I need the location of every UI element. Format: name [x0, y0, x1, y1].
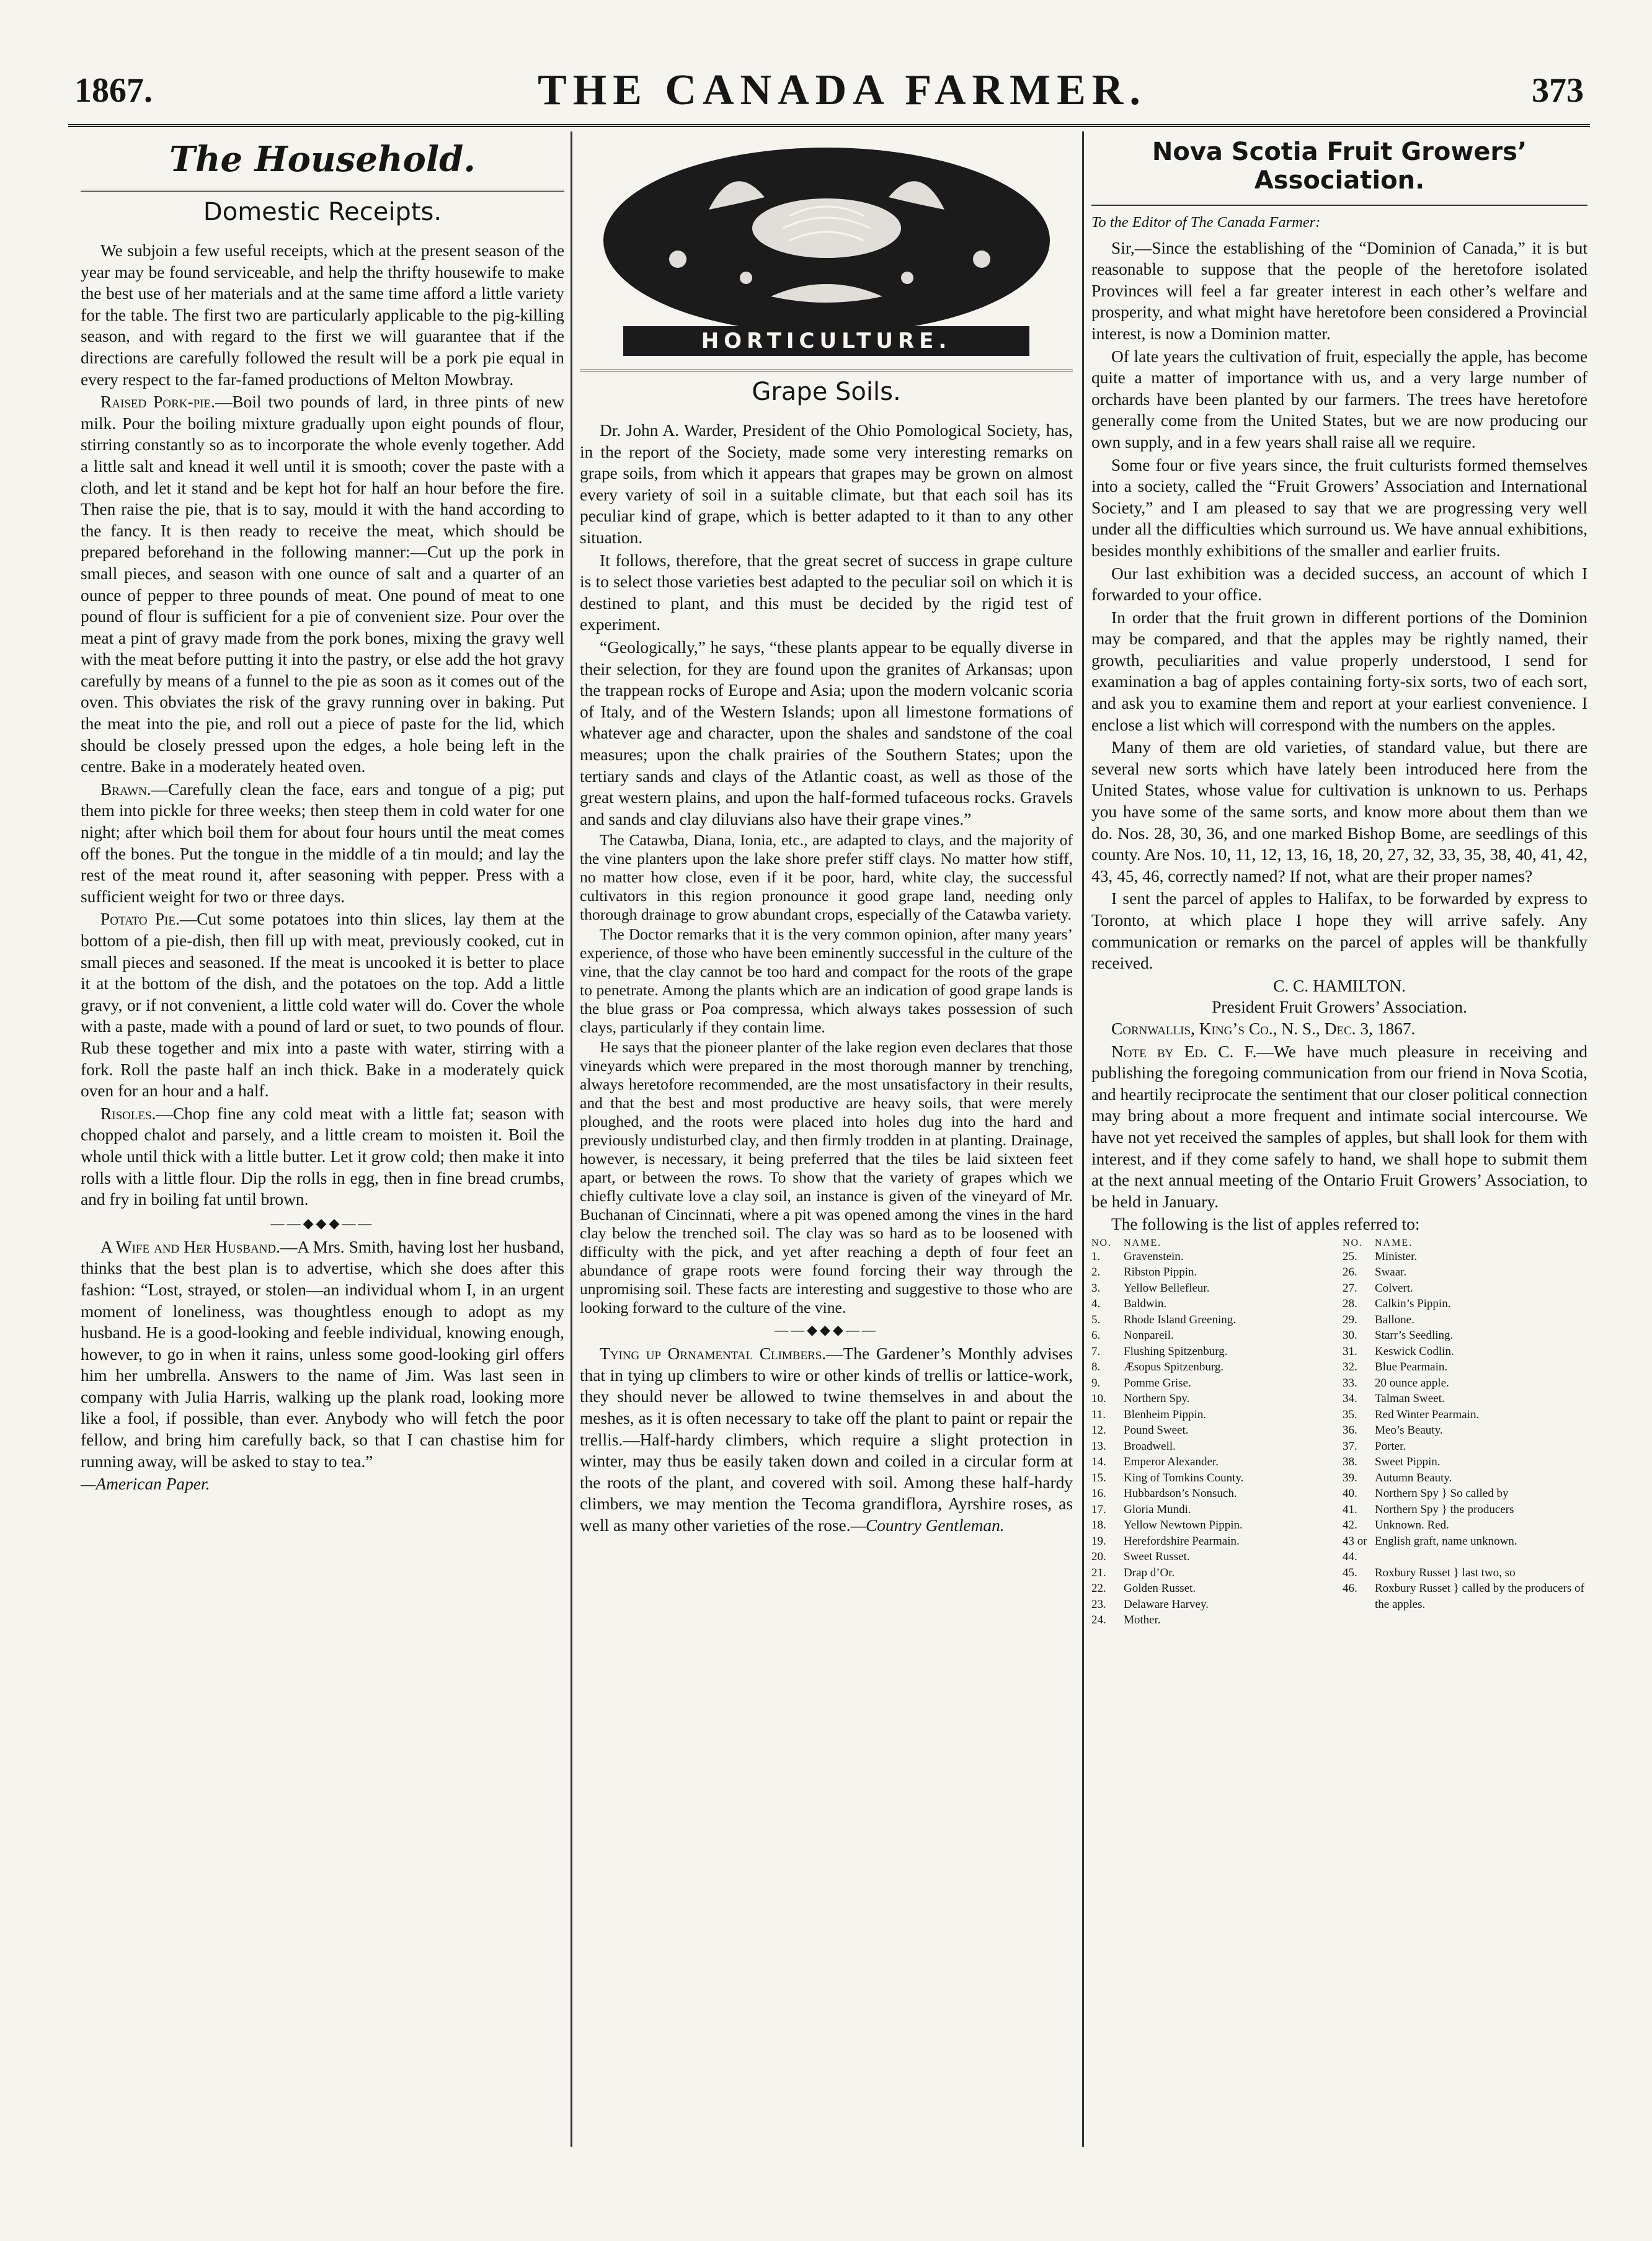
- apple-number: 14.: [1091, 1455, 1106, 1469]
- apple-list-item: [1091, 1296, 1336, 1312]
- apple-name: Emperor Alexander.: [1124, 1455, 1219, 1469]
- apple-list-item: [1091, 1565, 1336, 1581]
- apple-number: 12.: [1091, 1424, 1106, 1437]
- column-horticulture: [580, 135, 1073, 2144]
- apple-number: 16.: [1091, 1487, 1106, 1501]
- apple-list-item: [1091, 1407, 1336, 1423]
- apple-number: 17.: [1091, 1502, 1106, 1516]
- apple-list-item: [1091, 1533, 1336, 1550]
- apple-list-item: [1343, 1328, 1588, 1344]
- apple-list-item: [1343, 1391, 1588, 1407]
- apple-name: Ballone.: [1375, 1313, 1414, 1326]
- apple-number: 35.: [1343, 1408, 1357, 1421]
- apple-name: Pomme Grise.: [1124, 1376, 1191, 1390]
- apple-list-item: [1343, 1470, 1588, 1486]
- apple-list-item: [1091, 1391, 1336, 1407]
- section-heading: Domestic Receipts.: [203, 198, 442, 226]
- recipe-title: Potato Pie.: [100, 910, 180, 929]
- apple-number: 22.: [1091, 1582, 1106, 1595]
- signature-name: C. C. HAMILTON.: [1273, 976, 1406, 995]
- apple-number: 11.: [1091, 1408, 1106, 1421]
- apple-list-item: [1343, 1565, 1588, 1581]
- apple-name: Æsopus Spitzenburg.: [1124, 1360, 1224, 1374]
- apple-list-item: [1343, 1502, 1588, 1518]
- recipe-body: —Cut some potatoes into thin slices, lay them at the bottom of a pie-dish, then fill up with meat, previously cooked, cut in small pieces and seasoned. If the meat is uncooked it is better to place it at the bottom of the dish, and the potatoes on the top. Add a little gravy, or if not convenient, a little cold water will do. Cover the whole with a paste, made with a pound of lard or suet, to two pounds of flour. Rub these together and mix into a paste with water, stirring with a fork. Roll the paste half an inch thick. Bake in a moderately quick oven for an hour and a half.: [81, 910, 564, 1101]
- salutation: To the Editor of The Canada Farmer:: [1091, 214, 1321, 231]
- apple-number: 3.: [1091, 1281, 1101, 1295]
- page-number: 373: [1531, 71, 1584, 110]
- source-credit: —Country Gentleman.: [850, 1516, 1005, 1535]
- letter-paragraph: I sent the parcel of apples to Halifax, to be forwarded by express to Toronto, at which place I hope they will arrive safely. Any communication or remarks on the parcel of apples will be thankfully received.: [1091, 889, 1588, 973]
- apple-list-item: [1091, 1280, 1336, 1297]
- apple-name: Blenheim Pippin.: [1124, 1408, 1206, 1421]
- apple-name: Sweet Pippin.: [1375, 1455, 1441, 1469]
- apple-name: Northern Spy.: [1124, 1392, 1190, 1406]
- apple-number: 19.: [1091, 1534, 1106, 1548]
- apple-name: Autumn Beauty.: [1375, 1471, 1452, 1484]
- apple-number: 13.: [1091, 1439, 1106, 1453]
- apple-list-item: [1091, 1439, 1336, 1455]
- masthead: [74, 60, 1584, 122]
- item-wife-husband: [81, 1236, 564, 1473]
- apple-list-item: [1343, 1533, 1588, 1565]
- apple-number: 37.: [1343, 1439, 1357, 1453]
- apple-name: Northern Spy } So called by: [1375, 1487, 1509, 1501]
- apple-name: Red Winter Pearmain.: [1375, 1408, 1480, 1421]
- apple-list-item: [1091, 1502, 1336, 1518]
- apple-number: 32.: [1343, 1360, 1357, 1374]
- apple-list-item: [1343, 1264, 1588, 1280]
- ornament-divider: ——◆◆◆——: [775, 1322, 878, 1338]
- apple-name: Keswick Codlin.: [1375, 1344, 1454, 1358]
- apple-number: 10.: [1091, 1392, 1106, 1406]
- apple-number: 24.: [1091, 1613, 1106, 1627]
- apple-number: 6.: [1091, 1329, 1101, 1342]
- apple-name: Baldwin.: [1124, 1297, 1167, 1311]
- apple-name: Yellow Bellefleur.: [1124, 1281, 1210, 1295]
- apple-name: Gravenstein.: [1124, 1249, 1184, 1263]
- apple-name: Calkin’s Pippin.: [1375, 1297, 1451, 1311]
- apple-name: Golden Russet.: [1124, 1582, 1196, 1595]
- apple-list-item: [1091, 1344, 1336, 1360]
- col-name-header: NAME.: [1124, 1237, 1162, 1248]
- apple-number: 30.: [1343, 1329, 1357, 1342]
- list-intro: The following is the list of apples referred to:: [1111, 1215, 1420, 1234]
- apple-number: 29.: [1343, 1313, 1357, 1326]
- apple-list-item: [1091, 1422, 1336, 1439]
- apple-list-item: [1091, 1328, 1336, 1344]
- article-paragraph: It follows, therefore, that the great secret of success in grape culture is to select those varieties best adapted to the peculiar soil on which it is destined to plant, and this must be decided by the rigid test of experiment.: [580, 551, 1073, 634]
- apple-name: Meo’s Beauty.: [1375, 1424, 1443, 1437]
- section-heading: Nova Scotia Fruit Growers’ Association.: [1152, 138, 1527, 195]
- apple-number: 9.: [1091, 1376, 1101, 1390]
- column-divider: [571, 131, 572, 2147]
- apple-list-right: [1343, 1238, 1588, 1628]
- apple-list-header: [1091, 1238, 1336, 1249]
- apple-list-item: [1343, 1581, 1588, 1612]
- article-paragraph: “Geologically,” he says, “these plants appear to be equally diverse in their selection, for they are found upon the granites of Arkansas; upon the trappean rocks of Europe and Asia; upon the modern volcanic scoria of Italy, and of the Western Islands; upon all limestone formations of whatever age and character, upon the shales and sandstone of the coal measures; upon the chalk prairies of the Southern States; upon the tertiary sands and clays of the Atlantic coast, as well as those of the great western plains, and upon the half-formed tufaceous rocks. Gravels and sands and clay diluvians also have their grape vines.”: [580, 637, 1073, 828]
- apple-number: 38.: [1343, 1455, 1357, 1469]
- department-heading: The Household.: [169, 139, 476, 180]
- apple-number: 4.: [1091, 1297, 1101, 1311]
- apple-number: 5.: [1091, 1313, 1101, 1326]
- note-title: Note by Ed. C. F.: [1111, 1042, 1257, 1061]
- apple-number: 39.: [1343, 1471, 1357, 1484]
- letter-paragraph: Of late years the cultivation of fruit, especially the apple, has become quite a matter of importance with us, and a very large number of orchards have been planted by our farmers. The trees have heretofore generally come from the United States, but we are now producing our own supply, and in a few years shall raise all we require.: [1091, 347, 1588, 451]
- apple-name: King of Tomkins County.: [1124, 1471, 1244, 1484]
- apple-name: Ribston Pippin.: [1124, 1266, 1197, 1279]
- apple-list-item: [1091, 1264, 1336, 1280]
- apple-list-item: [1091, 1312, 1336, 1328]
- section-heading: Grape Soils.: [752, 378, 901, 406]
- apple-list-item: [1343, 1422, 1588, 1439]
- section-rule: [580, 370, 1073, 371]
- masthead-rule: [68, 124, 1590, 127]
- apple-number: 20.: [1091, 1550, 1106, 1564]
- apple-number: 43 or 44.: [1343, 1534, 1367, 1564]
- apple-name: Yellow Newtown Pippin.: [1124, 1519, 1243, 1532]
- apple-name: Flushing Spitzenburg.: [1124, 1344, 1228, 1358]
- apple-number: 40.: [1343, 1487, 1357, 1501]
- apple-name: Mother.: [1124, 1613, 1161, 1627]
- apple-number: 23.: [1091, 1597, 1106, 1611]
- item-body: —The Gardener’s Monthly advises that in tying up climbers to wire or other kinds of trellis or lattice-work, they should never be allowed to twine themselves in and about the meshes, as it is often necessary to take off the plant to paint or repair the trellis.—Half-hardy climbers, which require a slight protection in winter, may thus be easily taken down and coiled in a circular form at the roots of the plant, and covered with soil. Among these half-hardy climbers, we may mention the Tecoma grandiflora, Ayrshire roses, as well as many other varieties of the rose.: [580, 1344, 1073, 1535]
- horticulture-banner: HORTICULTURE.: [623, 326, 1029, 356]
- apple-number: 25.: [1343, 1249, 1357, 1263]
- apple-name: Rhode Island Greening.: [1124, 1313, 1236, 1326]
- apple-list-item: [1091, 1581, 1336, 1597]
- apple-name: Northern Spy } the producers: [1375, 1502, 1514, 1516]
- letter-paragraph: Many of them are old varieties, of standard value, but there are several new sorts which have lately been introduced here from the United States, whose value for cultivation is unknown to us. Perhaps you have some of the same sorts, and know more about them than we do. Nos. 28, 30, 36, and one marked Bishop Bome, are seedlings of this county. Are Nos. 10, 11, 12, 13, 16, 18, 20, 27, 32, 33, 35, 38, 40, 41, 42, 43, 45, 46, correctly named? If not, what are their proper names?: [1091, 738, 1588, 885]
- apple-name: 20 ounce apple.: [1375, 1376, 1449, 1390]
- recipe-risoles: [81, 1103, 564, 1210]
- apple-number: 8.: [1091, 1360, 1101, 1374]
- signature-place: Cornwallis, King’s Co., N. S., Dec. 3, 1867.: [1111, 1019, 1416, 1038]
- apple-name: Colvert.: [1375, 1281, 1413, 1295]
- apple-number: 33.: [1343, 1376, 1357, 1390]
- recipe-body: —Boil two pounds of lard, in three pints of new milk. Pour the boiling mixture gradually upon eight pounds of flour, stirring constantly so as to incorporate the whole evenly together. Add a little salt and knead it well until it is smooth; cover the paste with a cloth, and let it stand and be kept hot for half an hour before the fire. Then raise the pie, that is to say, mould it with the hand according to the fancy. It is then ready to receive the meat, which should be prepared beforehand in the following manner:—Cut up the pork in small pieces, and season with one ounce of salt and a quarter of an ounce of pepper to three pounds of meat. One pound of meat to one pound of flour is sufficient for a pie of convenient size. Pour over the meat a pint of gravy made from the pork bones, mixing the gravy well with the meat before putting it into the pastry, or else add the hot gravy carefully by means of a funnel to the pie as soon as it comes out of the oven. This obviates the risk of the gravy running over in baking. Put the meat into the pie, and roll out a piece of paste for the lid, which should be closely pressed upon the edges, a hole being left in the centre. Bake in a moderately heated oven.: [81, 393, 564, 776]
- signature-title: President Fruit Growers’ Association.: [1212, 998, 1467, 1017]
- apple-number: 45.: [1343, 1566, 1357, 1579]
- apple-list-item: [1343, 1439, 1588, 1455]
- apple-number: 15.: [1091, 1471, 1106, 1484]
- recipe-body: —Chop fine any cold meat with a little fat; season with chopped chalot and parsely, and a little cream to moisten it. Boil the whole until thick with a little butter. Let it grow cold; then make it into rolls with a little flour. Dip the rolls in egg, then in fine bread crumbs, and fry in boiling fat until brown.: [81, 1104, 564, 1209]
- apple-list-item: [1343, 1249, 1588, 1265]
- apple-list-item: [1091, 1486, 1336, 1502]
- apple-list-item: [1343, 1454, 1588, 1470]
- apple-name: Starr’s Seedling.: [1375, 1329, 1454, 1342]
- ornament-divider: ——◆◆◆——: [270, 1215, 375, 1231]
- recipe-pork-pie: [81, 391, 564, 778]
- apple-name: Roxbury Russet } last two, so: [1375, 1566, 1516, 1579]
- apple-list-items: [1343, 1249, 1588, 1613]
- apple-number: 18.: [1091, 1519, 1106, 1532]
- apple-number: 34.: [1343, 1392, 1357, 1406]
- apple-name: Swaar.: [1375, 1266, 1407, 1279]
- col-no-header: NO.: [1091, 1237, 1112, 1248]
- recipe-title: Brawn.: [100, 779, 151, 799]
- recipe-title: Risoles.: [100, 1104, 156, 1123]
- item-body: —A Mrs. Smith, having lost her husband, thinks that the best plan is to advertise, which she does after this fashion: “Lost, strayed, or stolen—an individual whom I, in an urgent moment of loneliness, was thoughtless enough to adopt as my husband. He is a good-looking and feeble individual, knowing enough, however, to go in when it rains, unless some good-looking girl offers him her umbrella. Answers to the name of Jim. Was last seen in company with Julia Harris, walking up the plank road, looking more like a fool, if possible, than ever. Anybody who will fetch the poor fellow, and bring him carefully back, so that I can chastise him for running away, will be asked to stay to tea.”: [81, 1237, 564, 1471]
- apple-list-item: [1343, 1486, 1588, 1502]
- apple-name: Roxbury Russet } called by the producers of the apples.: [1375, 1582, 1584, 1611]
- article-paragraph: The Doctor remarks that it is the very common opinion, after many years’ experience, of those who have been eminently successful in the culture of the vine, that the clay cannot be too hard and compact for the roots of the grape to penetrate. Among the plants which are an indication of good grape lands is the blue grass or Poa compressa, which always takes possession of such clays, particularly if they contain lime.: [580, 925, 1073, 1037]
- article-paragraph: He says that the pioneer planter of the lake region even declares that those vineyards which were prepared in the most thorough manner by trenching, always heretofore recommended, are the most unsatisfactory in their results, and that the best and most productive are heavy soils, that were merely ploughed, and the roots were placed into holes dug into the hard and previously undisturbed clay, and then firmly trodden in at planting. Drainage, however, is necessary, it being preferred that the tiles be laid sixteen feet apart, or between the rows. To show that the variety of grapes which we chiefly cultivate love a clay soil, an instance is given of the vineyard of Mr. Buchanan of Cincinnati, where a pit was opened among the vines in the hard clay below the trenched soil. The clay was so hard as to be loosened with difficulty with the pick, and yet after reaching a depth of four feet an abundance of grape roots were found forcing their way through the unpromising soil. These facts are interesting and suggestive to those who are looking forward to the culture of the vine.: [580, 1038, 1073, 1317]
- apple-name: English graft, name unknown.: [1375, 1534, 1517, 1548]
- apple-number: 26.: [1343, 1266, 1357, 1279]
- article-paragraph: The Catawba, Diana, Ionia, etc., are adapted to clays, and the majority of the vine planters upon the lake shore prefer stiff clays. No matter how stiff, no matter how close, even if it be poor, hard, white clay, the successful cultivators in this region pronounce it good grape land, needing only thorough drainage to grow abundant crops, especially of the Catawba variety.: [580, 831, 1073, 924]
- apple-number: 7.: [1091, 1344, 1101, 1358]
- item-source: [81, 1473, 564, 1495]
- apple-name: Broadwell.: [1124, 1439, 1176, 1453]
- apple-list-item: [1091, 1359, 1336, 1375]
- apple-list-item: [1343, 1312, 1588, 1328]
- apple-name: Unknown. Red.: [1375, 1519, 1449, 1532]
- column-household: [81, 135, 564, 2144]
- item-title: A Wife and Her Husband.: [100, 1237, 280, 1256]
- apple-list-item: [1091, 1549, 1336, 1565]
- issue-year: 1867.: [74, 71, 153, 110]
- apple-list-item: [1343, 1344, 1588, 1360]
- horticulture-engraving: [585, 135, 1068, 358]
- apple-list-item: [1343, 1407, 1588, 1423]
- apple-name: Nonpareil.: [1124, 1329, 1174, 1342]
- apple-list-items: [1091, 1249, 1336, 1628]
- apple-number: 28.: [1343, 1297, 1357, 1311]
- letter-paragraph: Our last exhibition was a decided success, an account of which I forwarded to your office.: [1091, 564, 1588, 605]
- apple-number: 46.: [1343, 1582, 1357, 1595]
- apple-name: Hubbardson’s Nonsuch.: [1124, 1487, 1237, 1501]
- apple-number: 21.: [1091, 1566, 1106, 1579]
- apple-name: Blue Pearmain.: [1375, 1360, 1448, 1374]
- apple-name: Herefordshire Pearmain.: [1124, 1534, 1240, 1548]
- apple-number: 41.: [1343, 1502, 1357, 1516]
- section-rule: [81, 190, 564, 192]
- source-credit: —American Paper.: [81, 1475, 210, 1494]
- apple-number: 42.: [1343, 1519, 1357, 1532]
- item-climbers: [580, 1343, 1073, 1536]
- apple-list-item: [1091, 1375, 1336, 1391]
- apple-list-item: [1343, 1375, 1588, 1391]
- apple-number: 36.: [1343, 1424, 1357, 1437]
- apple-number: 1.: [1091, 1249, 1101, 1263]
- apple-list-item: [1091, 1597, 1336, 1613]
- apple-list-left: [1091, 1238, 1336, 1628]
- apple-list-item: [1343, 1296, 1588, 1312]
- apple-name: Minister.: [1375, 1249, 1418, 1263]
- intro-paragraph: We subjoin a few useful receipts, which at the present season of the year may be found serviceable, and help the thrifty housewife to make the best use of her materials and at the same time afford a little variety for the table. The first two are particularly applicable to the pig-killing season, and with regard to the first we will guarantee that if the directions are carefully followed the result will be a pork pie equal in every respect to the far-famed productions of Melton Mowbray.: [81, 241, 564, 389]
- item-title: Tying up Ornamental Climbers.: [600, 1344, 827, 1364]
- apple-list-header: [1343, 1238, 1588, 1249]
- article-paragraph: Dr. John A. Warder, President of the Ohio Pomological Society, has, in the report of the Society, made some very interesting remarks on grape soils, from which it appears that grapes may be grown on almost every variety of soil in a suitable climate, but that each soil has its peculiar kind of grape, which is better adapted to it than to any other situation.: [580, 421, 1073, 547]
- apple-name: Pound Sweet.: [1124, 1424, 1189, 1437]
- apple-list-item: [1091, 1249, 1336, 1265]
- apple-list-item: [1343, 1359, 1588, 1375]
- apple-list-item: [1091, 1612, 1336, 1628]
- apple-name: Porter.: [1375, 1439, 1406, 1453]
- recipe-body: —Carefully clean the face, ears and tongue of a pig; put them into pickle for three weeks; then steep them in cold water for one night; after which boil them for about four hours until the meat comes off the bones. Put the tongue in the middle of a tin mould; and lay the rest of the meat round it, after seasoning with pepper. Press with a sufficient weight for two or three days.: [81, 779, 564, 906]
- note-body: —We have much pleasure in receiving and publishing the foregoing communication from our friend in Nova Scotia, and heartily reciprocate the sentiment that our closer political connection may bring about a more frequent and intimate social intercourse. We have not yet received the samples of apples, but shall look for them with interest, and if they come safely to hand, we shall hope to submit them at the next annual meeting of the Ontario Fruit Growers’ Association, to be held in January.: [1091, 1042, 1588, 1211]
- newspaper-title: THE CANADA FARMER.: [538, 66, 1147, 114]
- apple-number: 27.: [1343, 1281, 1357, 1295]
- recipe-brawn: [81, 779, 564, 908]
- letter-paragraph: Sir,—Since the establishing of the “Dominion of Canada,” it is but reasonable to suppose that the people of the heretofore isolated Provinces will feel a far greater interest in each other’s welfare and prosperity, and what might have heretofore been considered a Provincial interest, is now a Dominion matter.: [1091, 238, 1588, 343]
- apple-name: Delaware Harvey.: [1124, 1597, 1209, 1611]
- column-nova-scotia: [1091, 135, 1588, 2144]
- apple-number: 2.: [1091, 1266, 1101, 1279]
- column-divider: [1082, 131, 1084, 2147]
- apple-name: Drap d’Or.: [1124, 1566, 1175, 1579]
- letter-paragraph: Some four or five years since, the fruit culturists formed themselves into a society, called the “Fruit Growers’ Association and International Society,” and I am pleased to say that we are progressing very well under all the difficulties which surround us. We have annual exhibitions, besides monthly exhibitions of the smaller and earlier fruits.: [1091, 455, 1588, 560]
- apple-list-item: [1091, 1470, 1336, 1486]
- recipe-potato-pie: [81, 908, 564, 1101]
- col-no-header: NO.: [1343, 1237, 1364, 1248]
- apple-name: Talman Sweet.: [1375, 1392, 1445, 1406]
- recipe-title: Raised Pork-pie.: [100, 393, 215, 412]
- apple-list-item: [1091, 1517, 1336, 1533]
- editor-note: [1091, 1041, 1588, 1213]
- apple-list-item: [1343, 1280, 1588, 1297]
- apple-list: [1091, 1238, 1588, 1628]
- letter-paragraph: In order that the fruit grown in different portions of the Dominion may be compared, and that the apples may be rightly named, their growth, peculiarities and value properly understood, I send for examination a bag of apples containing forty-six sorts, two of each sort, and ask you to examine them and report at your earliest convenience. I enclose a list which will correspond with the numbers on the apples.: [1091, 608, 1588, 734]
- apple-number: 31.: [1343, 1344, 1357, 1358]
- section-rule: [1091, 205, 1588, 206]
- apple-list-item: [1091, 1454, 1336, 1470]
- col-name-header: NAME.: [1375, 1237, 1413, 1248]
- apple-name: Sweet Russet.: [1124, 1550, 1190, 1564]
- apple-name: Gloria Mundi.: [1124, 1502, 1191, 1516]
- apple-list-item: [1343, 1517, 1588, 1533]
